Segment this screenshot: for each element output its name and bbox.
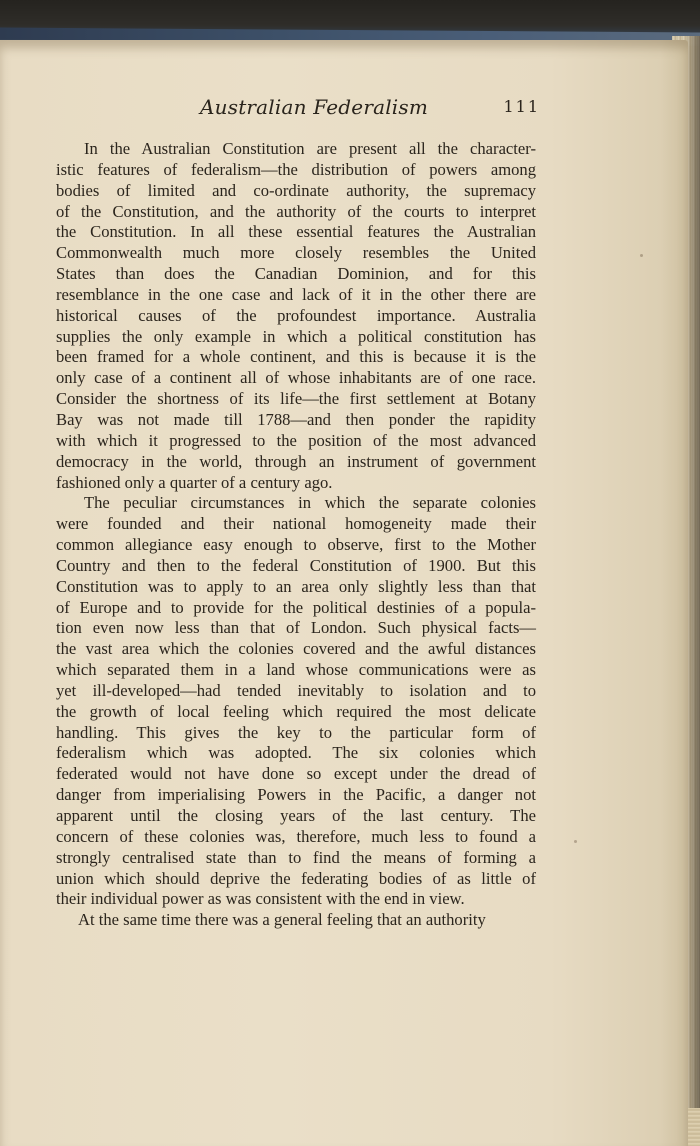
text-line: Bay was not made till 1788—and then ponder the rapidity	[56, 409, 536, 429]
text-line: were founded and their national homogeneity made their	[56, 514, 536, 534]
paragraph	[56, 139, 536, 493]
text-line: The peculiar circumstances in which the separate colonies	[84, 493, 536, 513]
text-line: yet ill-developed—had tended inevitably to isolation and to	[56, 680, 536, 700]
paper-speck	[574, 840, 577, 843]
body-text	[56, 139, 536, 931]
text-line: federated would not have done so except under the dread of	[56, 764, 536, 784]
text-line: Commonwealth much more closely resembles the United	[56, 243, 536, 263]
text-line: the vast area which the colonies covered and the awful distances	[56, 639, 536, 659]
text-line: At the same time there was a general feeling that an authority	[78, 910, 486, 930]
running-title: Australian Federalism	[200, 95, 429, 119]
text-line: which separated them in a land whose communications were as	[56, 660, 536, 680]
text-line: of the Constitution, and the authority of the courts to interpret	[56, 201, 536, 221]
text-line: resemblance in the one case and lack of it in the other there are	[56, 284, 536, 304]
page-edge-shadow	[686, 36, 700, 1146]
text-line: democracy in the world, through an instrument of government	[56, 451, 536, 471]
text-line: strongly centralised state than to find the means of forming a	[56, 847, 536, 867]
text-line: been framed for a whole continent, and this is because it is the	[56, 347, 536, 367]
text-line: concern of these colonies was, therefore, much less to found a	[56, 826, 536, 846]
text-line: the Constitution. In all these essential features the Australian	[56, 222, 536, 242]
text-line: In the Australian Constitution are present all the character-	[84, 139, 536, 158]
text-line: with which it progressed to the position of the most advanced	[56, 430, 536, 450]
text-line: historical causes of the profoundest importance. Australia	[56, 305, 536, 325]
paper-speck	[640, 254, 643, 257]
text-line: apparent until the closing years of the last century. The	[56, 806, 536, 825]
text-line: danger from imperialising Powers in the Pacific, a danger not	[56, 785, 536, 805]
text-line: States than does the Canadian Dominion, and for this	[56, 264, 536, 284]
page-number: 111	[503, 97, 540, 116]
text-line: Constitution was to apply to an area only slightly less than that	[56, 576, 536, 596]
text-line: the growth of local feeling which required the most delicate	[56, 701, 536, 721]
text-line: Country and then to the federal Constitution of 1900. But this	[56, 555, 536, 575]
text-line: Consider the shortness of its life—the first settlement at Botany	[56, 389, 536, 409]
text-line: fashioned only a quarter of a century ago.	[56, 472, 333, 492]
running-head	[200, 95, 540, 121]
text-line: federalism which was adopted. The six colonies which	[56, 743, 536, 763]
text-line: union which should deprive the federating bodies of as little of	[56, 868, 536, 888]
text-line: their individual power as was consistent with the end in view.	[56, 889, 465, 909]
text-line: common allegiance easy enough to observe, first to the Mother	[56, 535, 536, 555]
text-line: of Europe and to provide for the political destinies of a popula-	[56, 597, 536, 617]
text-line: handling. This gives the key to the particular form of	[56, 722, 536, 742]
text-line: istic features of federalism—the distribution of powers among	[56, 159, 536, 179]
paragraph	[56, 910, 536, 931]
text-line: only case of a continent all of whose inhabitants are of one race.	[56, 368, 536, 388]
text-line: supplies the only example in which a political constitution has	[56, 326, 536, 346]
text-line: bodies of limited and co-ordinate authority, the supremacy	[56, 180, 536, 200]
text-line: tion even now less than that of London. Such physical facts—	[56, 618, 536, 638]
paragraph	[56, 493, 536, 910]
